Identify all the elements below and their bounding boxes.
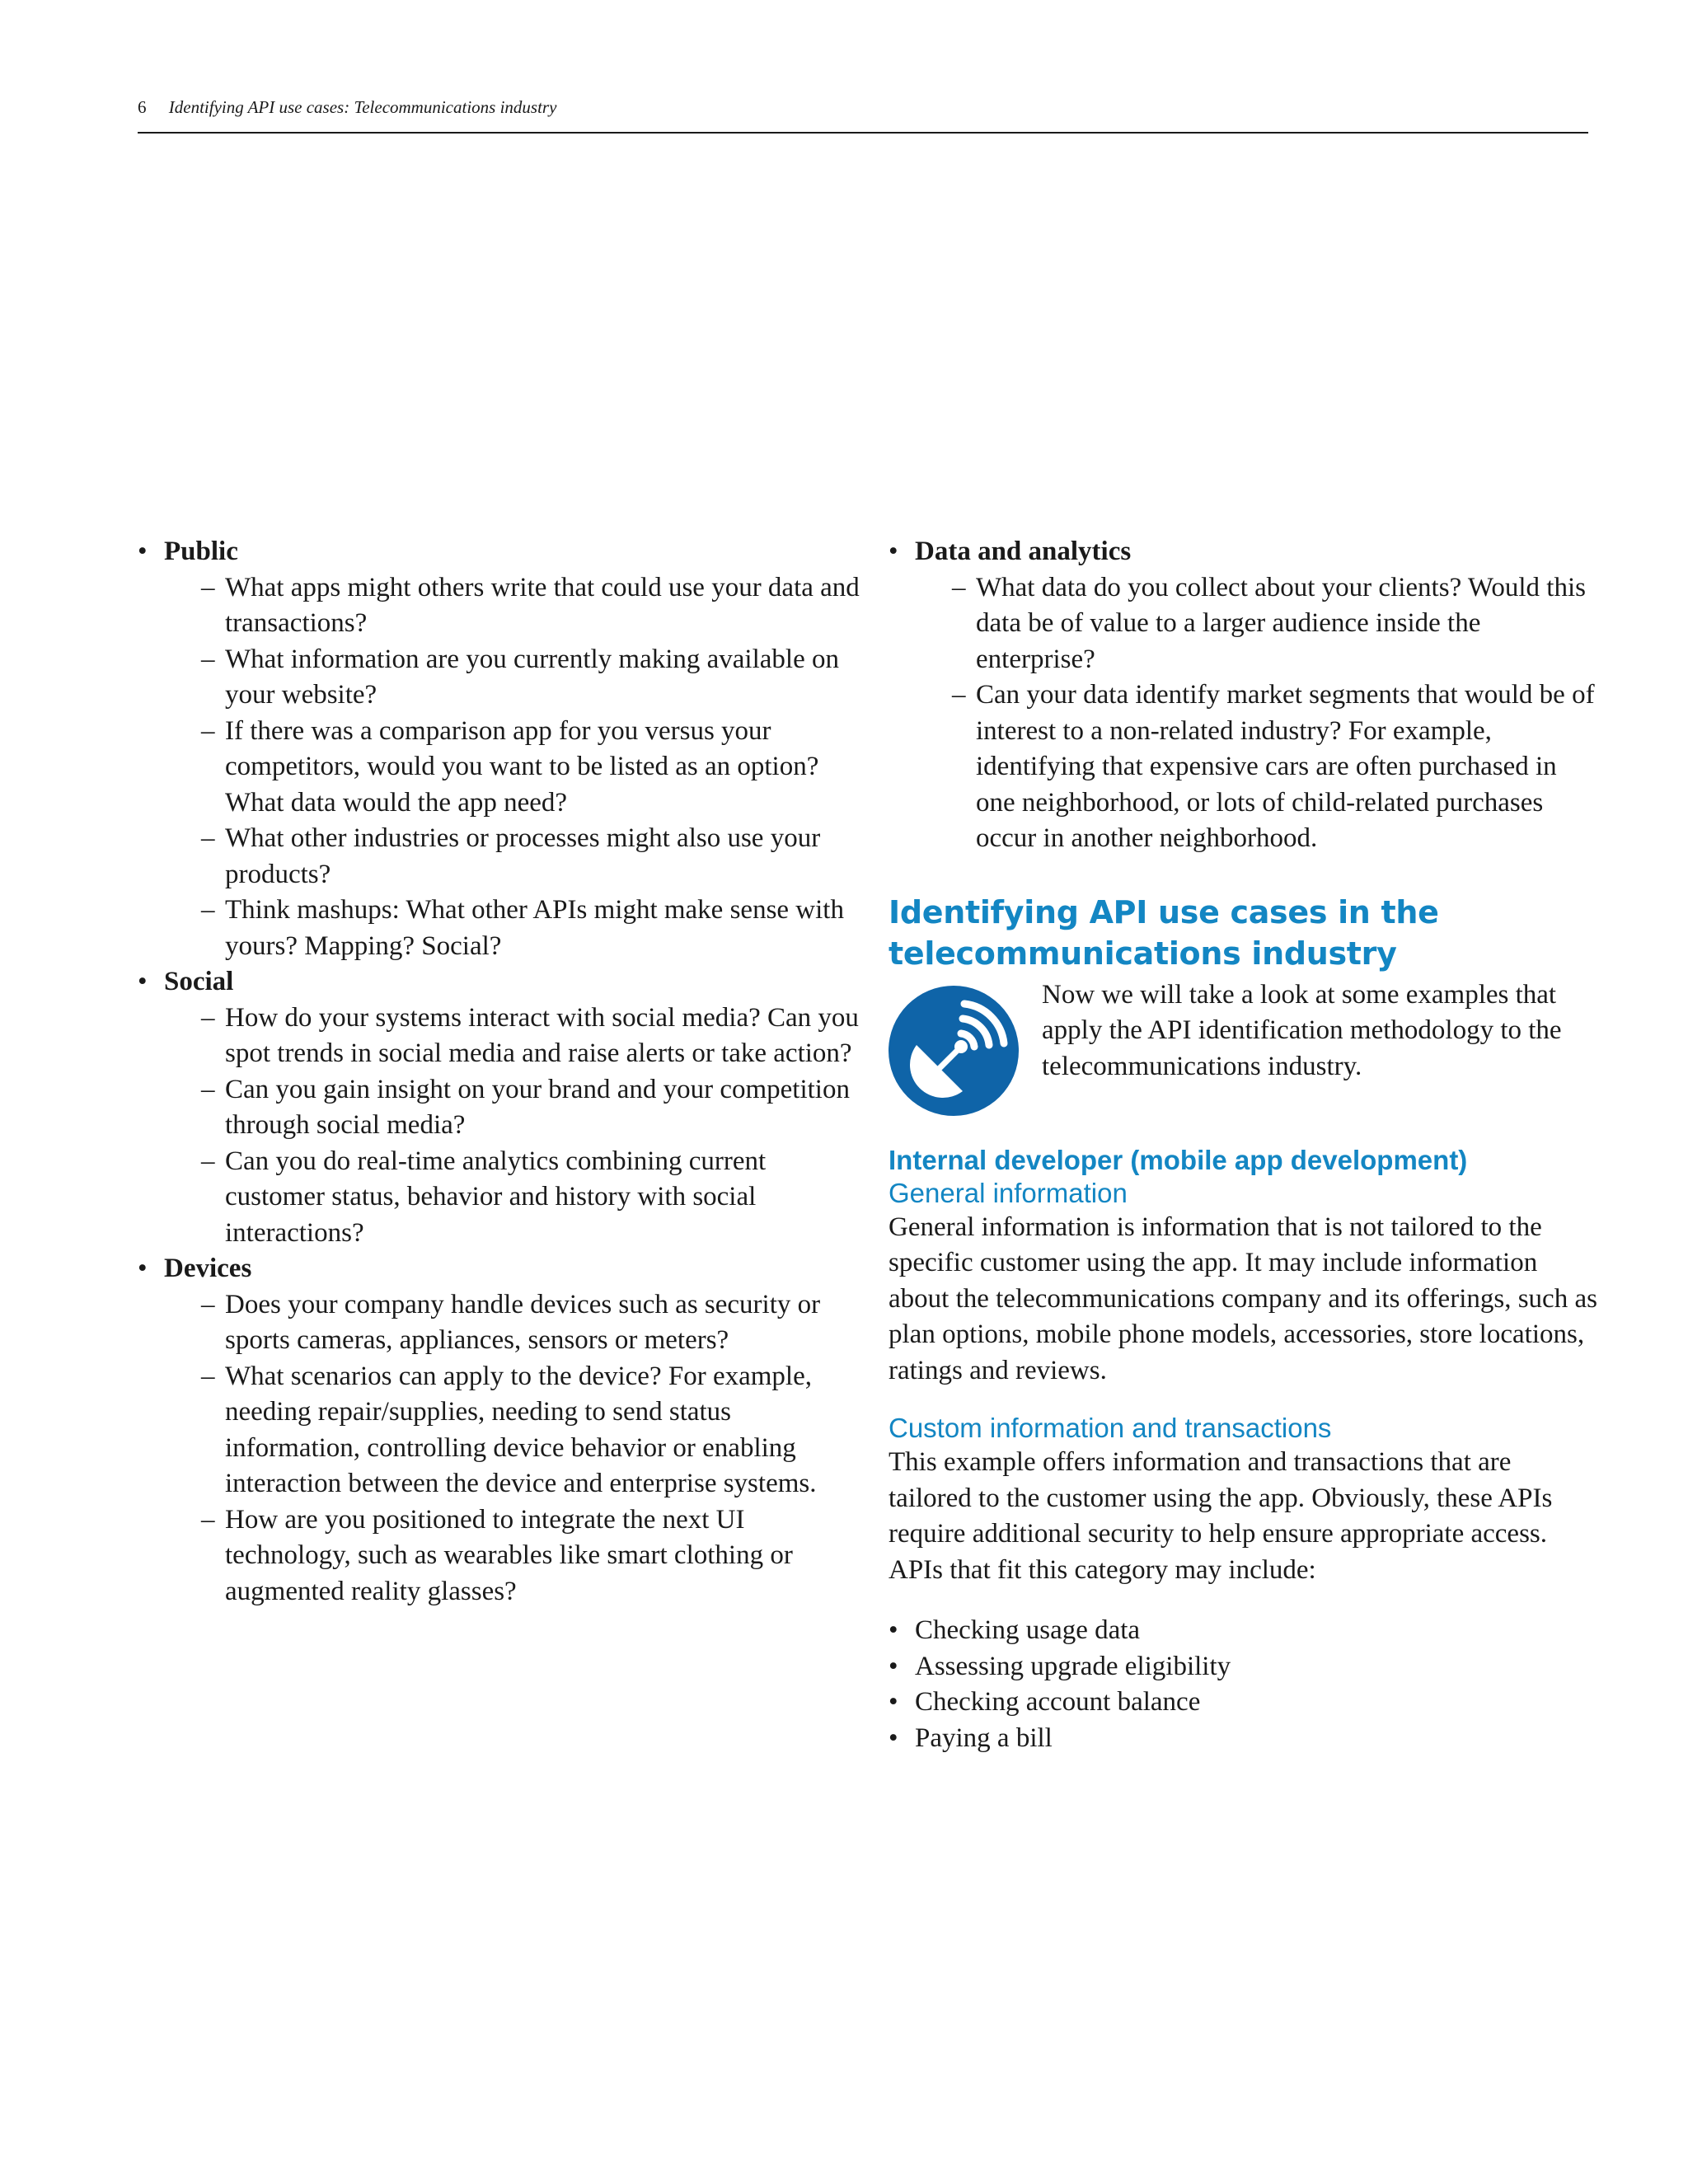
intro-block	[889, 977, 1597, 1118]
list-item: • Paying a bill	[889, 1721, 1597, 1757]
left-column	[138, 534, 863, 1610]
question-item: – What data do you collect about your clients? Would this data be of value to a larger audience inside the enterprise?	[889, 570, 1597, 678]
general-heading: General information	[889, 1177, 1128, 1208]
right-column	[889, 534, 1597, 1756]
question-item: – Can your data identify market segments that would be of interest to a non-related industry? For example, identifying that expensive cars are often purchased in one neighborhood, or lots of child-related purchases occur in another neighborhood.	[889, 677, 1597, 857]
question-item: – If there was a comparison app for you versus your competitors, would you want to be listed as an option? What data would the app need?	[138, 714, 863, 822]
api-list	[889, 1613, 1597, 1756]
section-heading: Identifying API use cases in the telecommunications industry	[889, 893, 1439, 972]
intro-text: Now we will take a look at some examples that apply the API identification methodology to the telecommunications industry.	[1042, 979, 1562, 1081]
topic-social: • Social	[138, 964, 863, 1001]
question-item: – Can you gain insight on your brand and your competition through social media?	[138, 1072, 863, 1144]
question-item: – Can you do real-time analytics combining current customer status, behavior and history with social interactions?	[138, 1144, 863, 1252]
topic-data-analytics: • Data and analytics	[889, 534, 1597, 570]
custom-heading: Custom information and transactions	[889, 1413, 1332, 1443]
question-item: – What other industries or processes might also use your products?	[138, 821, 863, 893]
list-item: • Checking usage data	[889, 1613, 1597, 1649]
question-item: – What scenarios can apply to the device? For example, needing repair/supplies, needing to send status information, controlling device behavior or enabling interaction between the device and enterprise systems.	[138, 1359, 863, 1502]
running-title: Identifying API use cases: Telecommunications industry	[168, 97, 557, 117]
topic-devices: • Devices	[138, 1251, 863, 1287]
topic-public: • Public	[138, 534, 863, 570]
general-paragraph: General information is information that is not tailored to the specific customer using the app. It may include information about the telecommunications company and its offerings, such as plan options, mobile phone models, accessories, store locations, ratings and reviews.	[889, 1212, 1597, 1385]
question-item: – What information are you currently making available on your website?	[138, 642, 863, 714]
spacer	[889, 1389, 1597, 1412]
custom-paragraph: This example offers information and transactions that are tailored to the customer using the app. Obviously, these APIs require additional security to help ensure appropriate access. APIs that fit this category may include:	[889, 1447, 1553, 1585]
page-header	[138, 92, 1588, 134]
subsection-heading: Internal developer (mobile app development)	[889, 1144, 1468, 1175]
question-item: – What apps might others write that could use your data and transactions?	[138, 570, 863, 642]
list-item: • Checking account balance	[889, 1685, 1597, 1721]
question-item: – Think mashups: What other APIs might make sense with yours? Mapping? Social?	[138, 893, 863, 964]
question-item: – How are you positioned to integrate the next UI technology, such as wearables like smart clothing or augmented reality glasses?	[138, 1502, 863, 1610]
question-item: – How do your systems interact with social media? Can you spot trends in social media and raise alerts or take action?	[138, 1001, 863, 1072]
page-number: 6	[138, 97, 147, 117]
question-item: – Does your company handle devices such as security or sports cameras, appliances, sensors or meters?	[138, 1287, 863, 1359]
list-item: • Assessing upgrade eligibility	[889, 1649, 1597, 1685]
satellite-dish-icon	[889, 986, 1019, 1116]
